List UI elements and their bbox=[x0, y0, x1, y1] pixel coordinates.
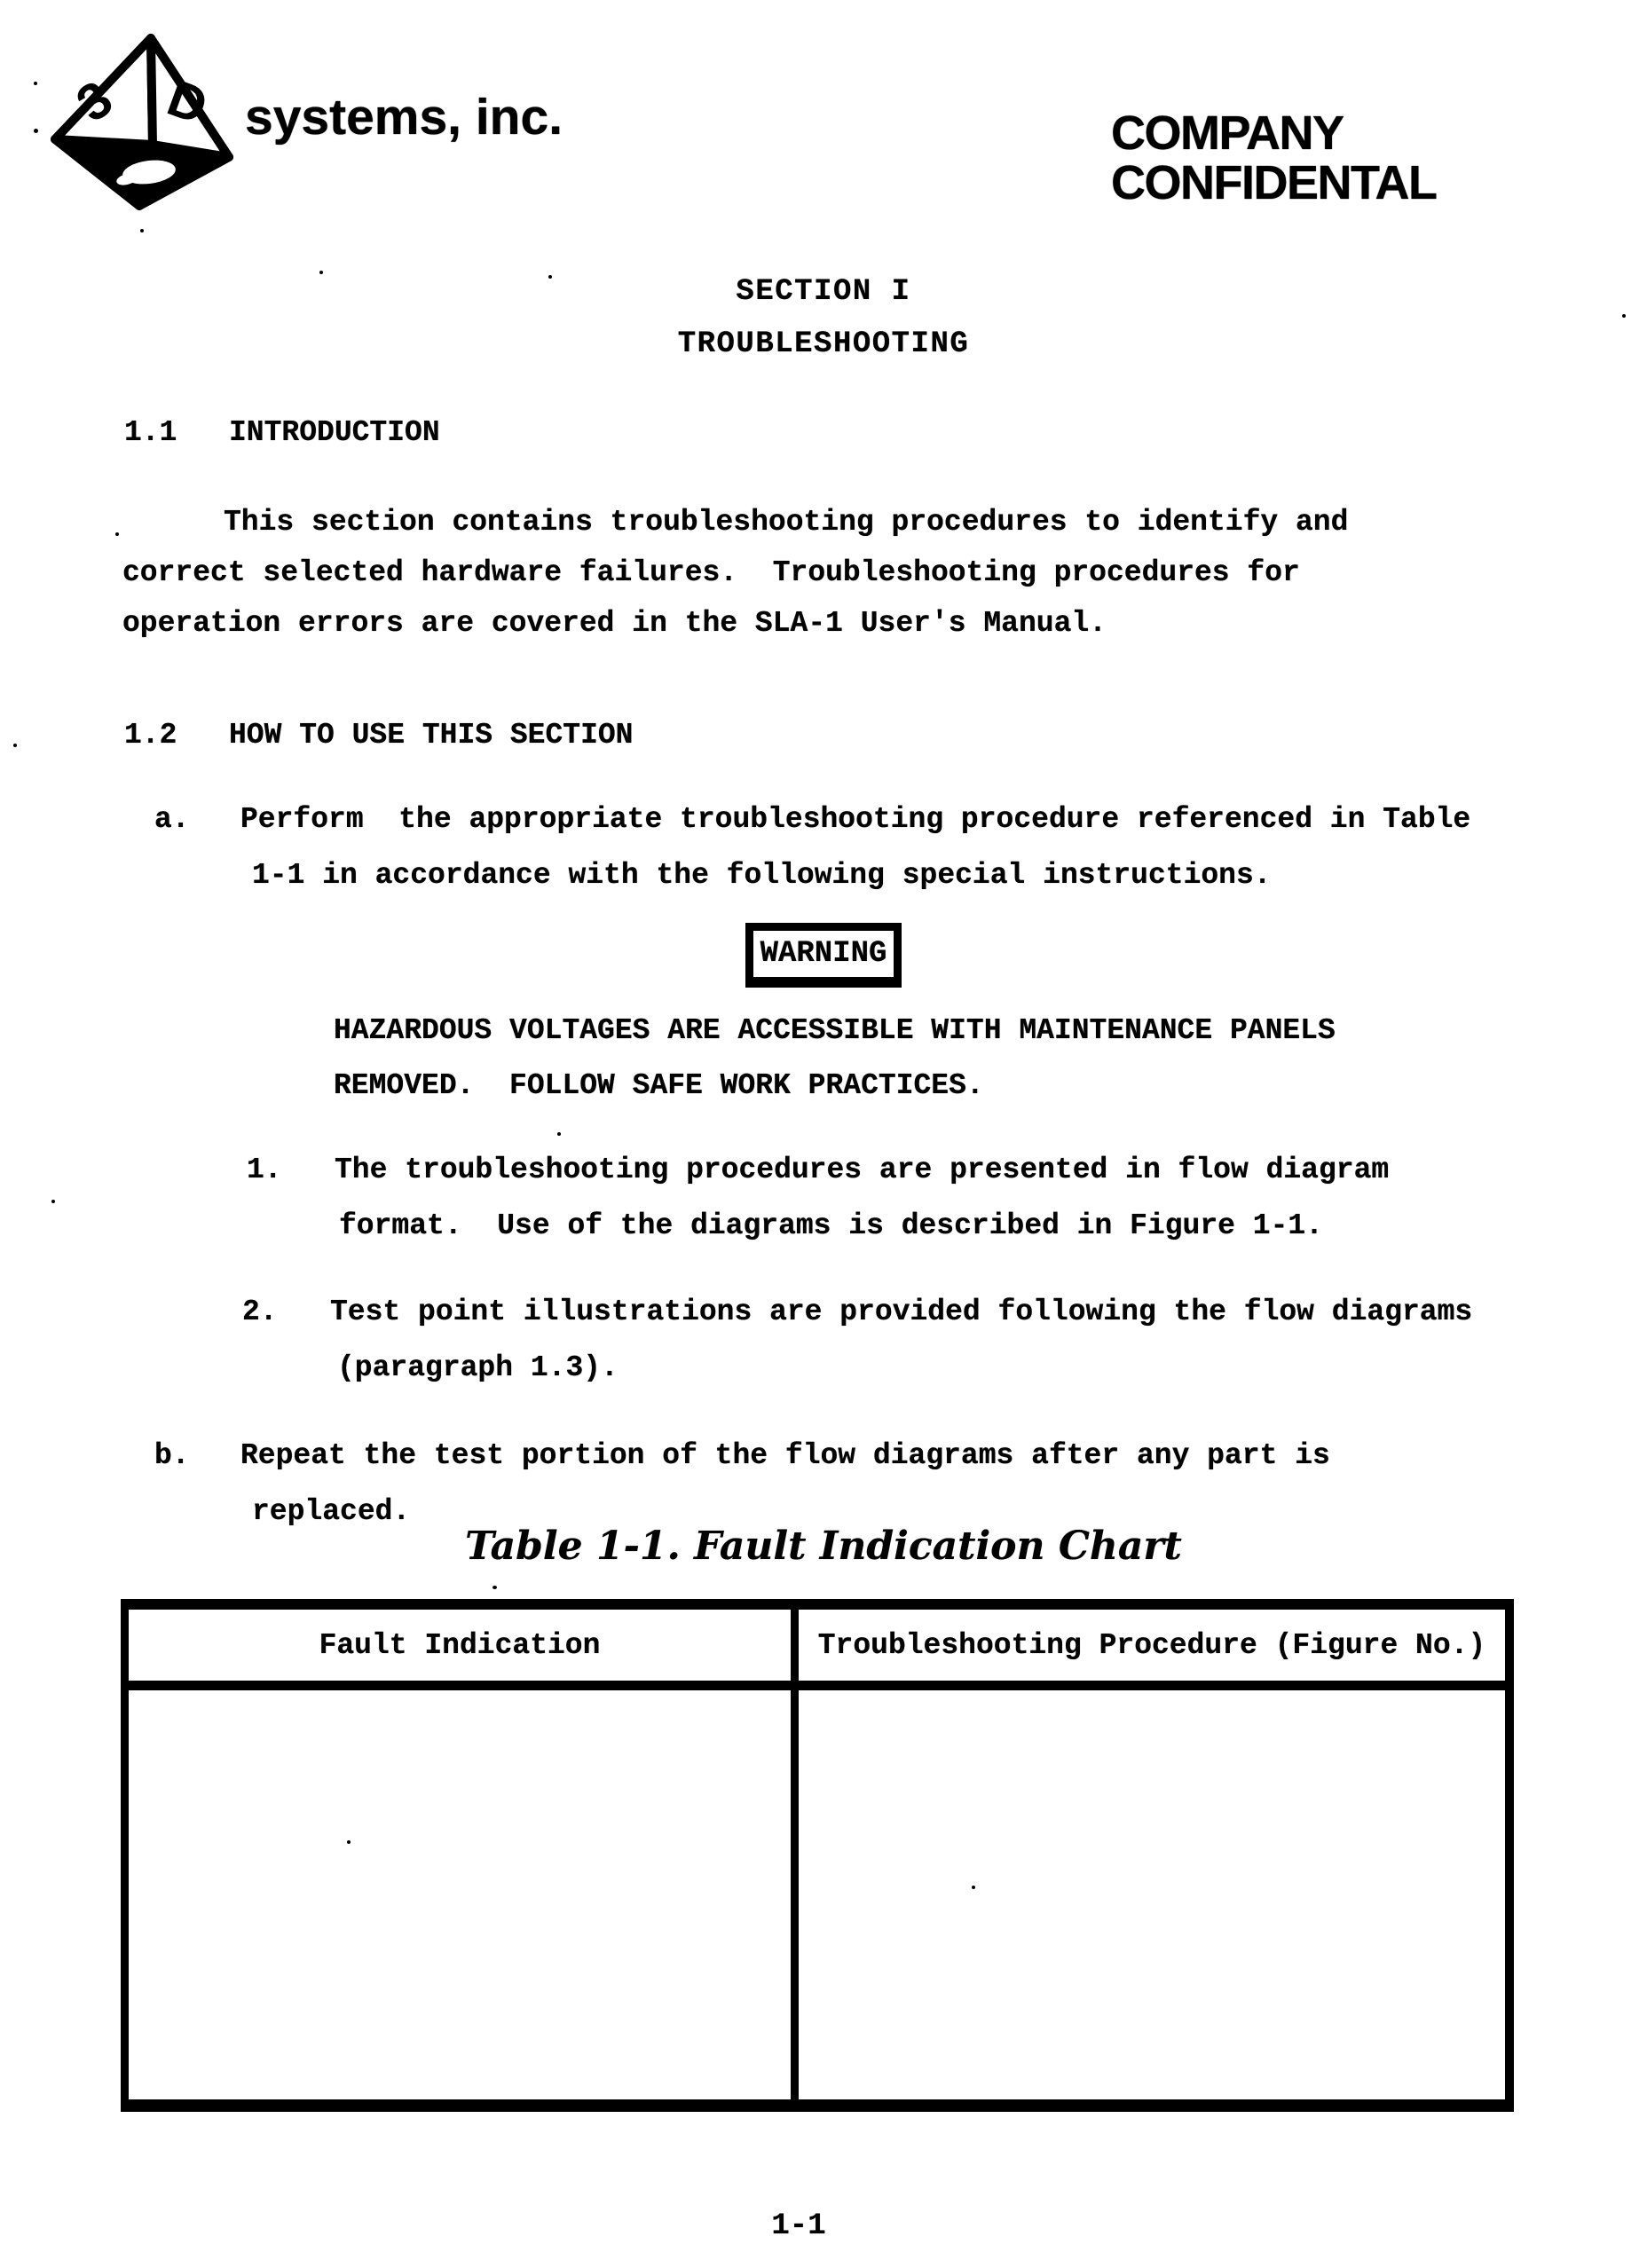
list-label-text: 1. bbox=[247, 1154, 282, 1186]
table-header-fault-indication: Fault Indication bbox=[319, 1628, 601, 1662]
paragraph-line: This section contains troubleshooting procedures to identify and bbox=[224, 506, 1349, 539]
fault-indication-table bbox=[121, 1599, 1514, 2112]
page-number-text: 1-1 bbox=[771, 2209, 826, 2243]
list-item-b-label bbox=[154, 1428, 190, 1484]
heading-title-text: INTRODUCTION bbox=[229, 416, 440, 449]
list-item-line: (paragraph 1.3). bbox=[337, 1351, 619, 1384]
warning-box bbox=[745, 923, 902, 985]
page-number bbox=[0, 2209, 1597, 2244]
heading-number-text: 1.1 bbox=[124, 416, 177, 449]
list-item-line: Repeat the test portion of the flow diagrams after any part is bbox=[240, 1439, 1330, 1472]
list-item-line: replaced. bbox=[252, 1495, 411, 1528]
section-title bbox=[0, 266, 1647, 371]
scan-speckle bbox=[972, 1886, 975, 1889]
table-cell bbox=[129, 1690, 791, 2099]
scan-speckle bbox=[13, 744, 17, 747]
logo-letter-d: D bbox=[160, 68, 216, 136]
scan-speckle bbox=[34, 129, 38, 133]
scan-speckle bbox=[493, 1586, 497, 1589]
table-header-troubleshooting-procedure: Troubleshooting Procedure (Figure No.) bbox=[791, 1610, 1505, 1681]
logo-letter-3: 3 bbox=[66, 69, 123, 134]
warning-text-line: REMOVED. FOLLOW SAFE WORK PRACTICES. bbox=[334, 1069, 984, 1102]
list-item-2-label bbox=[242, 1284, 278, 1340]
warning-label: WARNING bbox=[760, 937, 887, 971]
list-item-1-label bbox=[247, 1142, 282, 1198]
list-item-a bbox=[240, 791, 1470, 903]
heading-title-text: HOW TO USE THIS SECTION bbox=[229, 719, 634, 752]
scan-speckle bbox=[557, 1132, 561, 1136]
list-item-line: 1-1 in accordance with the following special instructions. bbox=[252, 859, 1272, 892]
heading-1-1-number bbox=[124, 415, 177, 451]
intro-paragraph bbox=[122, 497, 1348, 649]
scan-speckle bbox=[347, 1840, 351, 1844]
list-label-text: 2. bbox=[242, 1295, 278, 1328]
scan-speckle bbox=[1622, 314, 1626, 318]
list-item-line: Test point illustrations are provided following the flow diagrams bbox=[330, 1295, 1473, 1328]
heading-number-text: 1.2 bbox=[124, 719, 177, 752]
list-label-text: a. bbox=[154, 803, 190, 836]
scan-speckle bbox=[51, 1200, 55, 1203]
scan-speckle bbox=[319, 271, 323, 274]
list-item-line: Perform the appropriate troubleshooting procedure referenced in Table bbox=[240, 803, 1471, 836]
scan-speckle bbox=[34, 82, 37, 85]
warning-text-line: HAZARDOUS VOLTAGES ARE ACCESSIBLE WITH MAINTENANCE PANELS bbox=[334, 1014, 1336, 1047]
list-item-1 bbox=[335, 1142, 1389, 1254]
heading-1-2-title bbox=[229, 718, 633, 753]
heading-1-2-number bbox=[124, 718, 177, 753]
company-logo-icon bbox=[35, 9, 238, 220]
warning-text bbox=[334, 1004, 1336, 1114]
list-item-line: format. Use of the diagrams is described in Figure 1-1. bbox=[339, 1209, 1323, 1242]
paragraph-line: correct selected hardware failures. Troubleshooting procedures for bbox=[122, 556, 1300, 589]
section-title-line2: TROUBLESHOOTING bbox=[677, 327, 970, 361]
heading-1-1-title bbox=[229, 415, 440, 451]
confidential-stamp: COMPANY CONFIDENTAL bbox=[1111, 106, 1437, 209]
section-title-line1: SECTION I bbox=[736, 275, 911, 309]
list-item-2 bbox=[330, 1284, 1472, 1396]
table-caption: Table 1-1. Fault Indication Chart bbox=[465, 1524, 1182, 1569]
list-label-text: b. bbox=[154, 1439, 190, 1472]
paragraph-line: operation errors are covered in the SLA-1 User's Manual. bbox=[122, 607, 1107, 640]
list-item-a-label bbox=[154, 791, 190, 847]
scan-speckle bbox=[140, 229, 144, 232]
scan-speckle bbox=[115, 532, 119, 536]
company-name: systems, inc. bbox=[245, 89, 563, 146]
scan-speckle bbox=[548, 275, 552, 279]
table-cell bbox=[791, 1690, 1505, 2099]
list-item-line: The troubleshooting procedures are presented in flow diagram bbox=[335, 1154, 1390, 1186]
table-header-separator bbox=[129, 1681, 1505, 1690]
